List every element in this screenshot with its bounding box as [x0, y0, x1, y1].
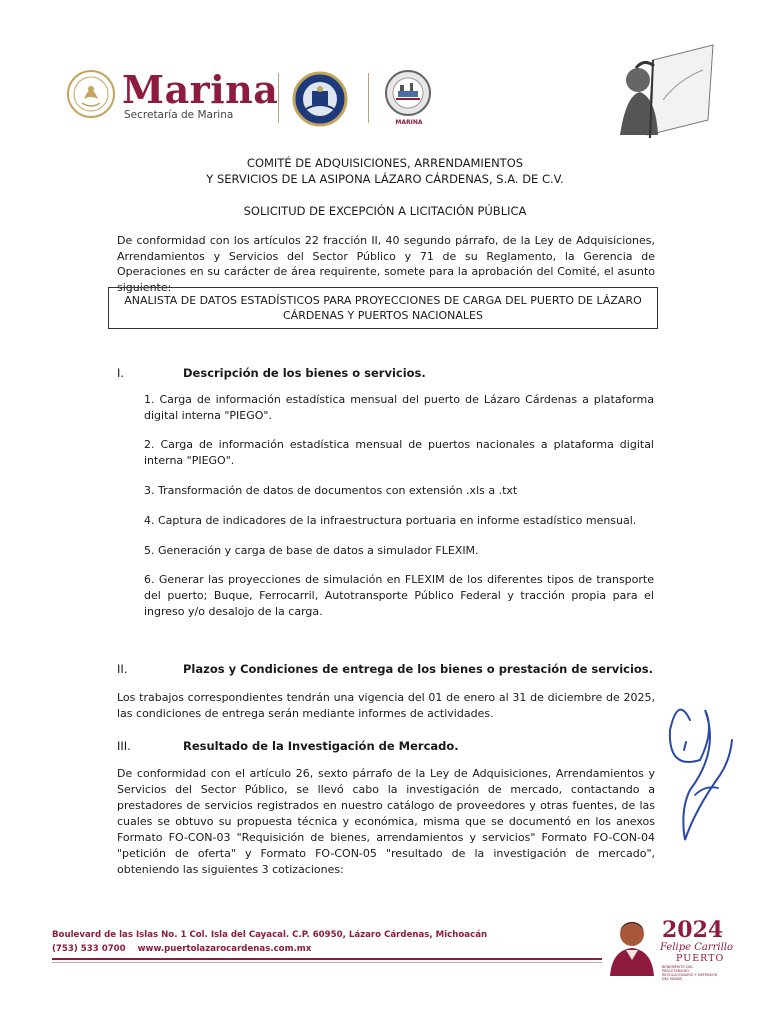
service-title-box — [108, 287, 658, 329]
section-heading: Resultado de la Investigación de Mercado. — [183, 739, 459, 753]
section-paragraph: Los trabajos correspondientes tendrán una vigencia del 01 de enero al 31 de diciembre de 2025, las condiciones de entrega serán mediante informes de actividades. — [117, 691, 655, 720]
header-divider — [368, 73, 369, 123]
felipe-carrillo-portrait-icon — [604, 914, 660, 976]
list-item: 2. Carga de información estadística mensual de puertos nacionales a plataforma digital interna "PIEGO". — [144, 438, 654, 467]
footer-phone: (753) 533 0700 — [52, 944, 126, 954]
section-heading: Plazos y Condiciones de entrega de los bienes o prestación de servicios. — [183, 662, 654, 676]
footer-rule — [52, 958, 602, 960]
port-badge-label: MARINA — [395, 119, 423, 126]
service-title-line: CÁRDENAS Y PUERTOS NACIONALES — [282, 309, 483, 322]
footer-website-link[interactable]: www.puertolazarocardenas.com.mx — [137, 944, 312, 954]
header-divider — [278, 73, 279, 123]
list-item: 6. Generar las proyecciones de simulación en FLEXIM de los diferentes tipos de transporte del puerto; Buque, Ferrocarril, Autotransporte Público Federal y tracción propia para el ingreso y/o desalojo de la carga. — [144, 573, 654, 618]
footer-rule — [52, 962, 602, 963]
footer-phone-web — [52, 942, 487, 956]
committee-title-line: Y SERVICIOS DE LA ASIPONA LÁZARO CÁRDENAS, S.A. DE C.V. — [206, 172, 564, 186]
list-item: 4. Captura de indicadores de la infraestructura portuaria en informe estadístico mensual. — [144, 514, 637, 527]
year-logo-word: PUERTO — [676, 953, 725, 964]
handwritten-signature-icon — [660, 690, 740, 850]
list-item: 1. Carga de información estadística mensual del puerto de Lázaro Cárdenas a plataforma digital interna "PIEGO". — [144, 393, 654, 422]
list-item: 3. Transformación de datos de documentos con extensión .xls a .txt — [144, 484, 518, 497]
year-logo-number: 2024 — [662, 917, 724, 943]
marina-logo-text: Marina — [122, 67, 279, 112]
section-number: II. — [117, 662, 128, 676]
asipona-badge-icon — [292, 71, 348, 127]
service-title-line: ANALISTA DE DATOS ESTADÍSTICOS PARA PROYECCIONES DE CARGA DEL PUERTO DE LÁZARO — [124, 294, 642, 307]
committee-title — [100, 155, 670, 187]
section-paragraph: De conformidad con el artículo 26, sexto párrafo de la Ley de Adquisiciones, Arrendamientos y Servicios del Sector Público, se llevó cabo la investigación de mercado, contactando a prestadores de servicios registrados en nuestro catálogo de proveedores y otras fuentes, de las cuales se obtuvo su propuesta técnica y económica, misma que se documentó en los anexos Formato FO-CON-03 "Requisición de bienes, arrendamientos y servicios" Formato FO-CON-04 "petición de oferta" y Formato FO-CON-05 "resultado de la investigación de mercado", obteniendo las siguientes 3 cotizaciones: — [117, 767, 655, 876]
port-badge-icon — [384, 69, 432, 117]
national-seal-icon — [66, 69, 116, 119]
committee-title-line: COMITÉ DE ADQUISICIONES, ARRENDAMIENTOS — [246, 156, 524, 170]
year-logo-tagline: BENEMÉRITO DEL PROLETARIADO, REVOLUCIONARIO Y DEFENSOR DEL MAYAB — [662, 965, 718, 981]
marina-logo-subtitle: Secretaría de Marina — [124, 109, 234, 121]
list-item: 5. Generación y carga de base de datos a simulador FLEXIM. — [144, 544, 479, 557]
intro-paragraph: De conformidad con los artículos 22 fracción II, 40 segundo párrafo, de la Ley de Adquisiciones, Arrendamientos y Servicios del Sector Público y 71 de su Reglamento, la Gerencia de Operaciones en su carácter de área requirente, somete para la aprobación del Comité, el asunto siguiente: — [117, 234, 655, 294]
year-logo-name: Felipe Carrillo — [660, 942, 733, 953]
flag-heroine-illustration-icon — [608, 40, 718, 140]
section-number: III. — [117, 739, 131, 753]
section-heading: Descripción de los bienes o servicios. — [183, 366, 426, 380]
letterhead — [60, 55, 720, 155]
footer-address: Boulevard de las Islas No. 1 Col. Isla del Cayacal. C.P. 60950, Lázaro Cárdenas, Michoacán — [52, 930, 488, 940]
footer-contact — [52, 928, 487, 956]
document-subject: SOLICITUD DE EXCEPCIÓN A LICITACIÓN PÚBLICA — [243, 204, 527, 218]
section-number: I. — [117, 366, 125, 380]
